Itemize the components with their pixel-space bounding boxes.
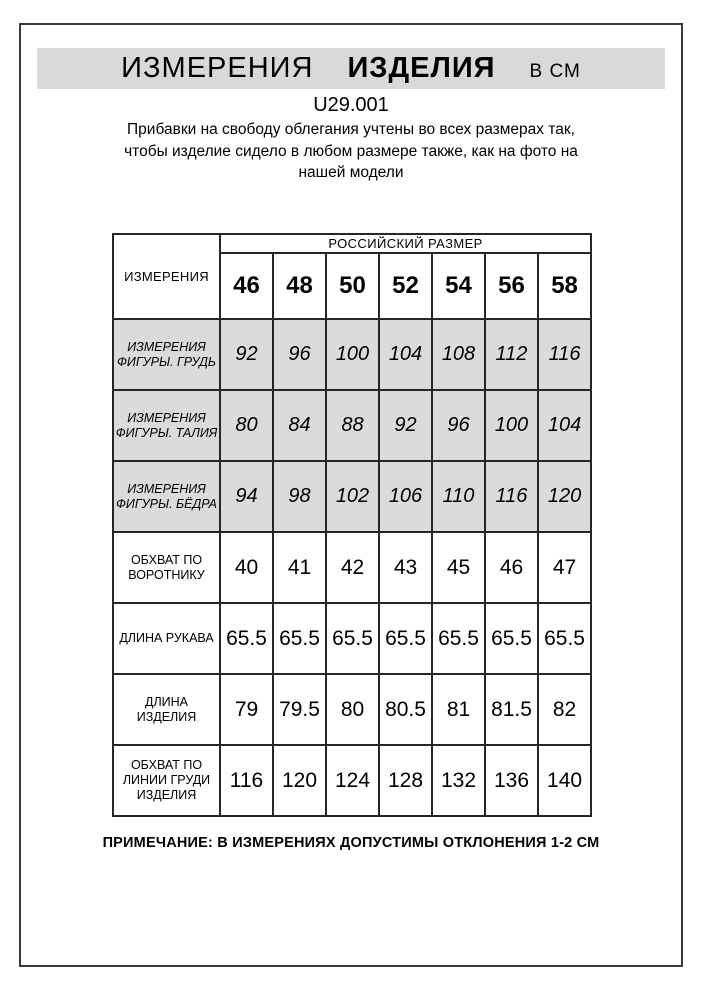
size-table-body — [113, 234, 591, 816]
measurement-value: 41 — [273, 532, 326, 603]
measurement-value: 120 — [273, 745, 326, 816]
measurement-value: 79.5 — [273, 674, 326, 745]
size-table — [112, 233, 592, 817]
table-row — [113, 319, 591, 390]
measurement-value: 40 — [220, 532, 273, 603]
size-header-cell: 52 — [379, 253, 432, 319]
measurement-value: 116 — [220, 745, 273, 816]
russian-size-header: РОССИЙСКИЙ РАЗМЕР — [220, 234, 591, 253]
row-label: ДЛИНА ИЗДЕЛИЯ — [113, 674, 220, 745]
measurement-value: 116 — [485, 461, 538, 532]
measurement-value: 100 — [485, 390, 538, 461]
size-header-cell: 50 — [326, 253, 379, 319]
table-row — [113, 674, 591, 745]
size-header-cell: 46 — [220, 253, 273, 319]
measurement-value: 136 — [485, 745, 538, 816]
tolerance-note: ПРИМЕЧАНИЕ: В ИЗМЕРЕНИЯХ ДОПУСТИМЫ ОТКЛОНЕНИЯ 1-2 СМ — [102, 835, 600, 851]
measurement-value: 80.5 — [379, 674, 432, 745]
measurement-value: 42 — [326, 532, 379, 603]
fit-description-line: Прибавки на свободу облегания учтены во всех размерах так, — [127, 121, 575, 138]
measurement-value: 65.5 — [538, 603, 591, 674]
measurement-value: 80 — [220, 390, 273, 461]
measurement-value: 79 — [220, 674, 273, 745]
size-header-cell: 58 — [538, 253, 591, 319]
page-title-measurements: ИЗМЕРЕНИЯ — [121, 52, 314, 84]
measurement-value: 80 — [326, 674, 379, 745]
corner-header-measurements: ИЗМЕРЕНИЯ — [113, 234, 220, 319]
row-label: ОБХВАТ ПО ВОРОТНИКУ — [113, 532, 220, 603]
title-bar — [37, 48, 665, 89]
table-row — [113, 390, 591, 461]
measurement-value: 84 — [273, 390, 326, 461]
measurement-value: 65.5 — [485, 603, 538, 674]
measurement-value: 65.5 — [432, 603, 485, 674]
measurement-value: 112 — [485, 319, 538, 390]
fit-description — [71, 119, 631, 184]
measurement-value: 65.5 — [379, 603, 432, 674]
size-header-cell: 56 — [485, 253, 538, 319]
measurement-value: 92 — [379, 390, 432, 461]
table-row — [113, 532, 591, 603]
measurement-value: 132 — [432, 745, 485, 816]
row-label: ДЛИНА РУКАВА — [113, 603, 220, 674]
page-title-unit: В СМ — [529, 61, 581, 82]
measurement-value: 96 — [432, 390, 485, 461]
measurement-value: 104 — [538, 390, 591, 461]
measurement-value: 45 — [432, 532, 485, 603]
measurement-value: 98 — [273, 461, 326, 532]
measurement-value: 82 — [538, 674, 591, 745]
measurement-value: 108 — [432, 319, 485, 390]
table-row — [113, 461, 591, 532]
row-label: ИЗМЕРЕНИЯ ФИГУРЫ. ТАЛИЯ — [113, 390, 220, 461]
measurement-value: 102 — [326, 461, 379, 532]
table-row — [113, 603, 591, 674]
size-group-header-row — [113, 234, 591, 253]
measurement-value: 92 — [220, 319, 273, 390]
table-row — [113, 745, 591, 816]
measurement-value: 94 — [220, 461, 273, 532]
product-code: U29.001 — [313, 94, 389, 116]
measurement-value: 47 — [538, 532, 591, 603]
size-header-cell: 48 — [273, 253, 326, 319]
measurement-value: 104 — [379, 319, 432, 390]
measurement-value: 65.5 — [326, 603, 379, 674]
measurement-value: 116 — [538, 319, 591, 390]
row-label: ИЗМЕРЕНИЯ ФИГУРЫ. ГРУДЬ — [113, 319, 220, 390]
measurement-value: 65.5 — [273, 603, 326, 674]
measurement-value: 43 — [379, 532, 432, 603]
measurement-value: 128 — [379, 745, 432, 816]
measurement-value: 46 — [485, 532, 538, 603]
measurement-value: 96 — [273, 319, 326, 390]
measurement-value: 65.5 — [220, 603, 273, 674]
row-label: ОБХВАТ ПО ЛИНИИ ГРУДИ ИЗДЕЛИЯ — [113, 745, 220, 816]
measurement-value: 110 — [432, 461, 485, 532]
measurement-value: 124 — [326, 745, 379, 816]
row-label: ИЗМЕРЕНИЯ ФИГУРЫ. БЁДРА — [113, 461, 220, 532]
measurement-value: 100 — [326, 319, 379, 390]
fit-description-line: чтобы изделие сидело в любом размере также, как на фото на — [124, 142, 578, 160]
measurement-value: 81.5 — [485, 674, 538, 745]
measurement-value: 88 — [326, 390, 379, 461]
measurement-value: 106 — [379, 461, 432, 532]
measurement-value: 120 — [538, 461, 591, 532]
page-frame — [19, 23, 683, 967]
measurement-value: 81 — [432, 674, 485, 745]
size-header-cell: 54 — [432, 253, 485, 319]
page-title-product: ИЗДЕЛИЯ — [347, 52, 496, 84]
measurement-value: 140 — [538, 745, 591, 816]
fit-description-line: нашей модели — [298, 164, 404, 181]
